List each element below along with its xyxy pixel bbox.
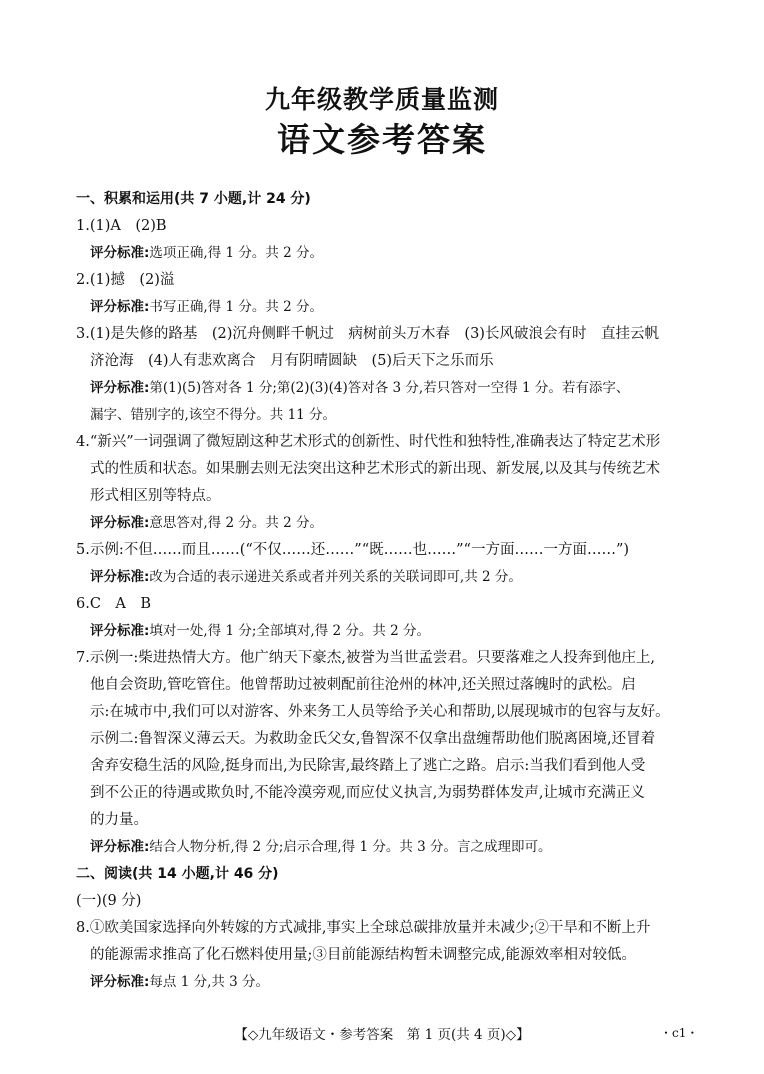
- answer-content: [76, 186, 696, 996]
- q7-answer-line7: 的力量。: [90, 812, 148, 828]
- section2-subheading: (一)(9 分): [76, 893, 142, 909]
- q7-answer-line4: 示例二:鲁智深义薄云天。为救助金氏父女,鲁智深不仅拿出盘缠帮助他们脱离困境,还冒着: [90, 731, 656, 747]
- page-code: ・c1・: [660, 1026, 699, 1040]
- q1-criteria: [76, 240, 696, 267]
- q5-criteria: [76, 564, 696, 591]
- criteria-label: 评分标准:: [90, 515, 150, 531]
- q4-answer-line1: 4.“新兴”一词强调了微短剧这种艺术形式的创新性、时代性和独特性,准确表达了特定艺术形: [76, 434, 661, 450]
- criteria-label: 评分标准:: [90, 974, 150, 990]
- criteria-text: 第(1)(5)答对各 1 分;第(2)(3)(4)答对各 3 分,若只答对一空得 1 分。若有添字、: [149, 380, 630, 396]
- q6-answer: 6.C A B: [76, 596, 152, 612]
- criteria-label: 评分标准:: [90, 839, 150, 855]
- section1-heading: 一、积累和运用(共 7 小题,计 24 分): [76, 191, 311, 207]
- criteria-text: 选项正确,得 1 分。共 2 分。: [149, 245, 324, 261]
- criteria-text: 结合人物分析,得 2 分;启示合理,得 1 分。共 3 分。言之成理即可。: [149, 839, 552, 855]
- q7-answer-line2: 他自会资助,管吃管住。他曾帮助过被刺配前往沧州的林冲,还关照过落魄时的武松。启: [90, 677, 636, 693]
- q3-answer-line2: 济沧海 (4)人有悲欢离合 月有阴晴圆缺 (5)后天下之乐而乐: [90, 353, 494, 369]
- q2-criteria: [76, 294, 696, 321]
- q8-criteria: [76, 969, 696, 996]
- q6-criteria: [76, 618, 696, 645]
- criteria-label: 评分标准:: [90, 245, 150, 261]
- q7-answer-line1: 7.示例一:柴进热情大方。他广纳天下豪杰,被誉为当世孟尝君。只要落难之人投奔到他庄上,: [76, 650, 655, 666]
- criteria-label: 评分标准:: [90, 569, 150, 585]
- q7-answer-line5: 舍弃安稳生活的风险,挺身而出,为民除害,最终踏上了逃亡之路。启示:当我们看到他人受: [90, 758, 646, 774]
- document-subtitle: 语文参考答案: [277, 120, 487, 159]
- document-title: 九年级教学质量监测: [264, 85, 499, 114]
- page-footer: 【◇九年级语文・参考答案 第 1 页(共 4 页)◇】: [234, 1027, 530, 1043]
- criteria-label: 评分标准:: [90, 299, 150, 315]
- criteria-label: 评分标准:: [90, 623, 150, 639]
- q8-answer-line2: 的能源需求推高了化石燃料使用量;③目前能源结构暂未调整完成,能源效率相对较低。: [90, 947, 636, 963]
- q2-answer: 2.(1)撼 (2)溢: [76, 272, 175, 288]
- criteria-text: 书写正确,得 1 分。共 2 分。: [149, 299, 324, 315]
- criteria-text: 意思答对,得 2 分。共 2 分。: [149, 515, 324, 531]
- criteria-label: 评分标准:: [90, 380, 150, 396]
- q4-answer-line2: 式的性质和状态。如果删去则无法突出这种艺术形式的新出现、新发展,以及其与传统艺术: [90, 461, 661, 477]
- q3-answer-line1: 3.(1)是失修的路基 (2)沉舟侧畔千帆过 病树前头万木春 (3)长风破浪会有时 直挂云帆: [76, 326, 659, 342]
- section2-heading: 二、阅读(共 14 小题,计 46 分): [76, 866, 279, 882]
- q1-answer: 1.(1)A (2)B: [76, 218, 167, 234]
- q8-answer-line1: 8.①欧美国家选择向外转嫁的方式减排,事实上全球总碳排放量并未减少;②干旱和不断上升: [76, 920, 651, 936]
- q4-criteria: [76, 510, 696, 537]
- q7-criteria: [76, 834, 696, 861]
- criteria-text: 填对一处,得 1 分;全部填对,得 2 分。共 2 分。: [149, 623, 431, 639]
- q3-criteria-line1: [76, 375, 696, 402]
- criteria-text: 改为合适的表示递进关系或者并列关系的关联词即可,共 2 分。: [149, 569, 522, 585]
- q7-answer-line3: 示:在城市中,我们可以对游客、外来务工人员等给予关心和帮助,以展现城市的包容与友好。: [90, 704, 670, 720]
- q3-criteria-line2: 漏字、错别字的,该空不得分。共 11 分。: [90, 407, 337, 423]
- q5-answer: 5.示例:不但……而且……(“不仅……还……”“既……也……”“一方面……一方面……”): [76, 542, 630, 558]
- q4-answer-line3: 形式相区别等特点。: [90, 488, 221, 504]
- q7-answer-line6: 到不公正的待遇或欺负时,不能冷漠旁观,而应仗义执言,为弱势群体发声,让城市充满正义: [90, 785, 645, 801]
- criteria-text: 每点 1 分,共 3 分。: [149, 974, 270, 990]
